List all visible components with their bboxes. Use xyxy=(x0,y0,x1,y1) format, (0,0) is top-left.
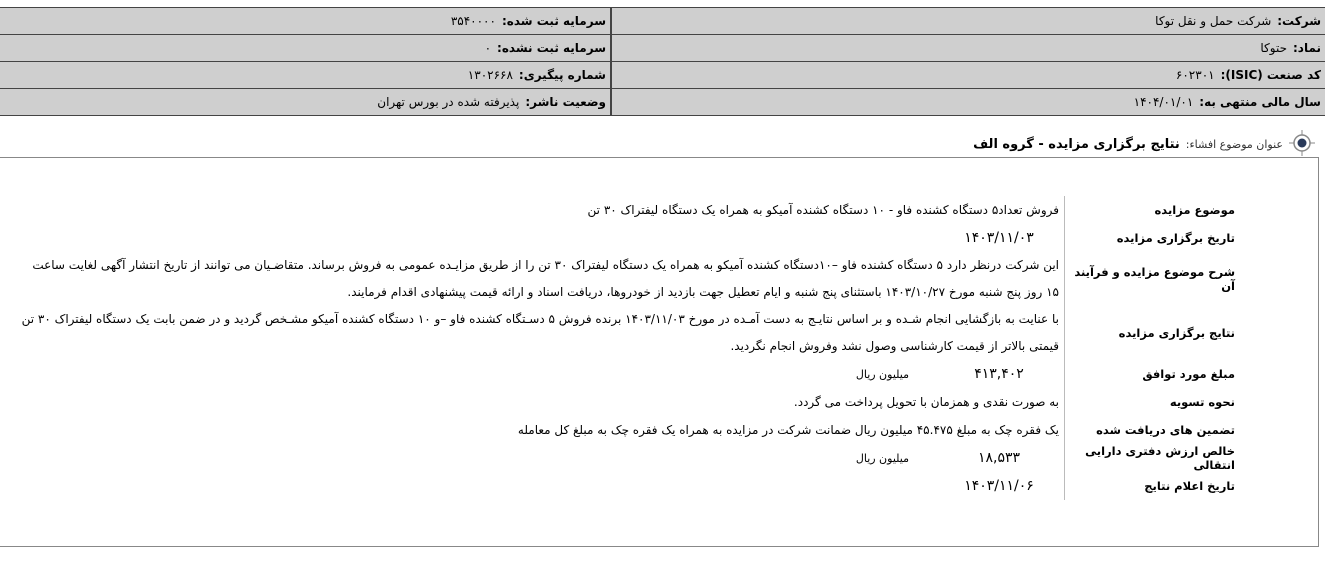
row-announcement-date: تاریخ اعلام نتایج ۱۴۰۳/۱۱/۰۶ xyxy=(19,472,1237,500)
row-book-value: خالص ارزش دفتری دارایی انتقالی ۱۸,۵۳۳میلیون ریال xyxy=(855,444,1235,472)
company-info-table xyxy=(0,7,1325,116)
company-cell: شرکت:شرکت حمل و نقل توکا xyxy=(611,8,1325,35)
tracking-cell: شماره پیگیری:۱۳۰۲۶۶۸ xyxy=(0,62,611,89)
publisher-status-cell: وضعیت ناشر:پذیرفته شده در بورس تهران xyxy=(0,89,611,116)
row-subject: موضوع مزایده فروش تعداد۵ دستگاه کشنده فاو - ۱۰ دستگاه کشنده آمیکو به همراه یک دستگاه لیفتراک ۳۰ تن xyxy=(19,196,1237,224)
details-table xyxy=(19,196,1237,500)
row-settlement: نحوه تسویه به صورت نقدی و همزمان با تحویل پرداخت می گردد. xyxy=(19,388,1237,416)
row-guarantees: تضمین های دریافت شده یک فقره چک به مبلغ ۴۵.۴۷۵ میلیون ریال ضمانت شرکت در مزایده به همراه یک فقره چک به مبلغ کل معامله xyxy=(19,416,1237,444)
row-auction-date: تاریخ برگزاری مزایده ۱۴۰۳/۱۱/۰۳ xyxy=(19,224,1237,252)
row-results: نتایج برگزاری مزایده با عنایت به بازگشایی انجام شـده و بر اساس نتایـج به دست آمـده در مورخ ۱۴۰۳/۱۱/۰۳ برنده فروش ۵ دسـتگاه کشنده فاو –و ۱۰ دستگاه کشنده آمیکو مشـخص گردید و در ضمن بابت یک دستگاه لیفتراک ۳۰ تن قیمتی بالاتر از قیمت کارشناسی وصول نشد وفروش انجام نگردید. xyxy=(19,306,1237,360)
row-description: شرح موضوع مزایده و فرآیند آن این شرکت درنظر دارد ۵ دستگاه کشنده فاو –۱۰دستگاه کشنده آمیکو به همراه یک دستگاه لیفتراک ۳۰ تن را از طریق مزایـده عمومی به فروش برساند. متقاضـیان می توانند از تاریخ انتشار آگهی لغایت ساعت ۱۵ روز پنج شنبه مورخ ۱۴۰۳/۱۰/۲۷ باستثنای پنج شنبه و ایام تعطیل جهت بازدید از خودروها، دریافت اسناد و ارائه قیمت پیشنهادی اقدام فرمایند. xyxy=(19,252,1237,306)
registered-capital-cell: سرمایه ثبت شده:۳۵۴۰۰۰۰ xyxy=(0,8,611,35)
unregistered-capital-cell: سرمایه ثبت نشده:۰ xyxy=(0,35,611,62)
symbol-cell: نماد:حتوکا xyxy=(611,35,1325,62)
row-agreed-amount: مبلغ مورد توافق ۴۱۳,۴۰۲میلیون ریال xyxy=(19,360,1237,388)
target-icon xyxy=(1289,130,1315,159)
disclosure-title: عنوان موضوع افشاء: نتایج برگزاری مزایده - گروه الف xyxy=(973,130,1315,159)
isic-cell: کد صنعت (ISIC):۶۰۲۳۰۱ xyxy=(611,62,1325,89)
fiscal-year-cell: سال مالی منتهی به:۱۴۰۴/۰۱/۰۱ xyxy=(611,89,1325,116)
